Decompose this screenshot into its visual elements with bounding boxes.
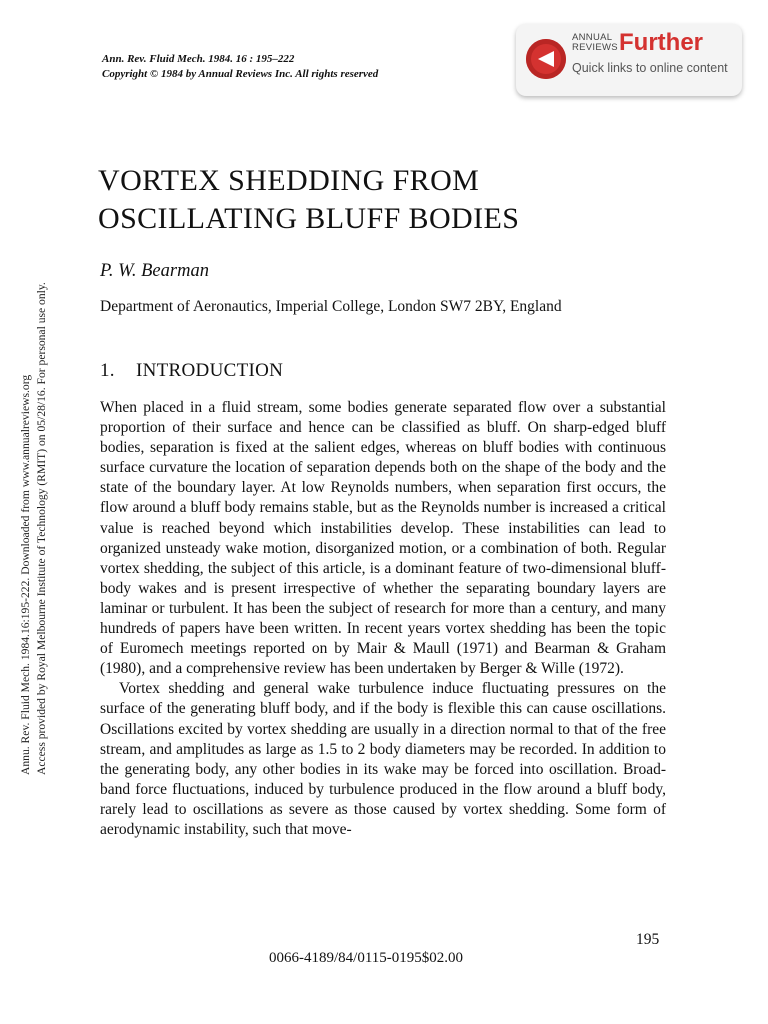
article-title-line2: OSCILLATING BLUFF BODIES xyxy=(98,202,520,235)
section-heading xyxy=(100,360,283,382)
access-watermark-line2: Access provided by Royal Melbourne Institute of Technology (RMIT) on 05/28/16. For personal use only. xyxy=(34,282,48,775)
journal-copyright: Copyright © 1984 by Annual Reviews Inc. All rights reserved xyxy=(102,67,379,80)
access-watermark-line1: Annu. Rev. Fluid Mech. 1984.16:195-222. Downloaded from www.annualreviews.org xyxy=(19,374,32,775)
journal-header xyxy=(102,52,378,81)
access-watermark xyxy=(18,215,52,775)
section-number: 1. xyxy=(100,360,115,381)
body-paragraph-1: When placed in a fluid stream, some bodies generate separated flow over a substantial proportion of their surface and hence can be classified as bluff. On sharp-edged bluff bodies, separation is fixed at the salient edges, whereas on bluff bodies with continuous surface curvature the location of separation depends both on the shape of the body and the state of the boundary layer. At low Reynolds numbers, when separation first occurs, the flow around a bluff body remains stable, but as the Reynolds number is increased a critical value is reached beyond which instabilities develop. These instabilities can lead to organized unsteady wake motion, disorganized motion, or a combination of both. Regular vortex shedding, the subject of this article, is a dominant feature of two-dimensional bluff-body wakes and is present irrespective of whether the separating boundary layers are laminar or turbulent. It has been the subject of research for more than a century, and many hundreds of papers have been written. In recent years vortex shedding has been the topic of Euromech meetings reported on by Mair & Maull (1971) and Bearman & Graham (1980), and a comprehensive review has been undertaken by Berger & Wille (1972). xyxy=(100,399,666,678)
further-subtitle: Quick links to online content xyxy=(572,61,728,75)
page-number: 195 xyxy=(636,931,660,948)
play-arrow-icon xyxy=(526,39,566,79)
article-title-line1: VORTEX SHEDDING FROM xyxy=(98,164,480,197)
author-affiliation: Department of Aeronautics, Imperial College, London SW7 2BY, England xyxy=(100,298,562,315)
author-name: P. W. Bearman xyxy=(100,261,209,281)
journal-citation: Ann. Rev. Fluid Mech. 1984. 16 : 195–222 xyxy=(102,53,295,65)
further-label: Further xyxy=(619,29,703,56)
article-body xyxy=(100,398,666,840)
body-paragraph-2: Vortex shedding and general wake turbulence induce fluctuating pressures on the surface of the generating bluff body, and if the body is flexible this can cause oscillations. Oscillations excited by vortex shedding are usually in a direction normal to that of the free stream, and amplitudes as large as 1.5 to 2 body diameters may be recorded. In addition to the generating body, any other bodies in its wake may be forced into oscillation. Broad-band force fluctuations, induced by turbulence produced in the flow around a bluff body, rarely lead to oscillations as severe as those caused by vortex shedding. Some form of aerodynamic instability, such that move- xyxy=(100,680,666,838)
further-links-badge[interactable] xyxy=(516,24,742,96)
article-title xyxy=(98,162,519,238)
section-title: INTRODUCTION xyxy=(136,360,284,381)
footer-code: 0066-4189/84/0115-0195$02.00 xyxy=(269,950,464,966)
annual-reviews-logo-text: ANNUAL REVIEWS xyxy=(572,32,618,53)
